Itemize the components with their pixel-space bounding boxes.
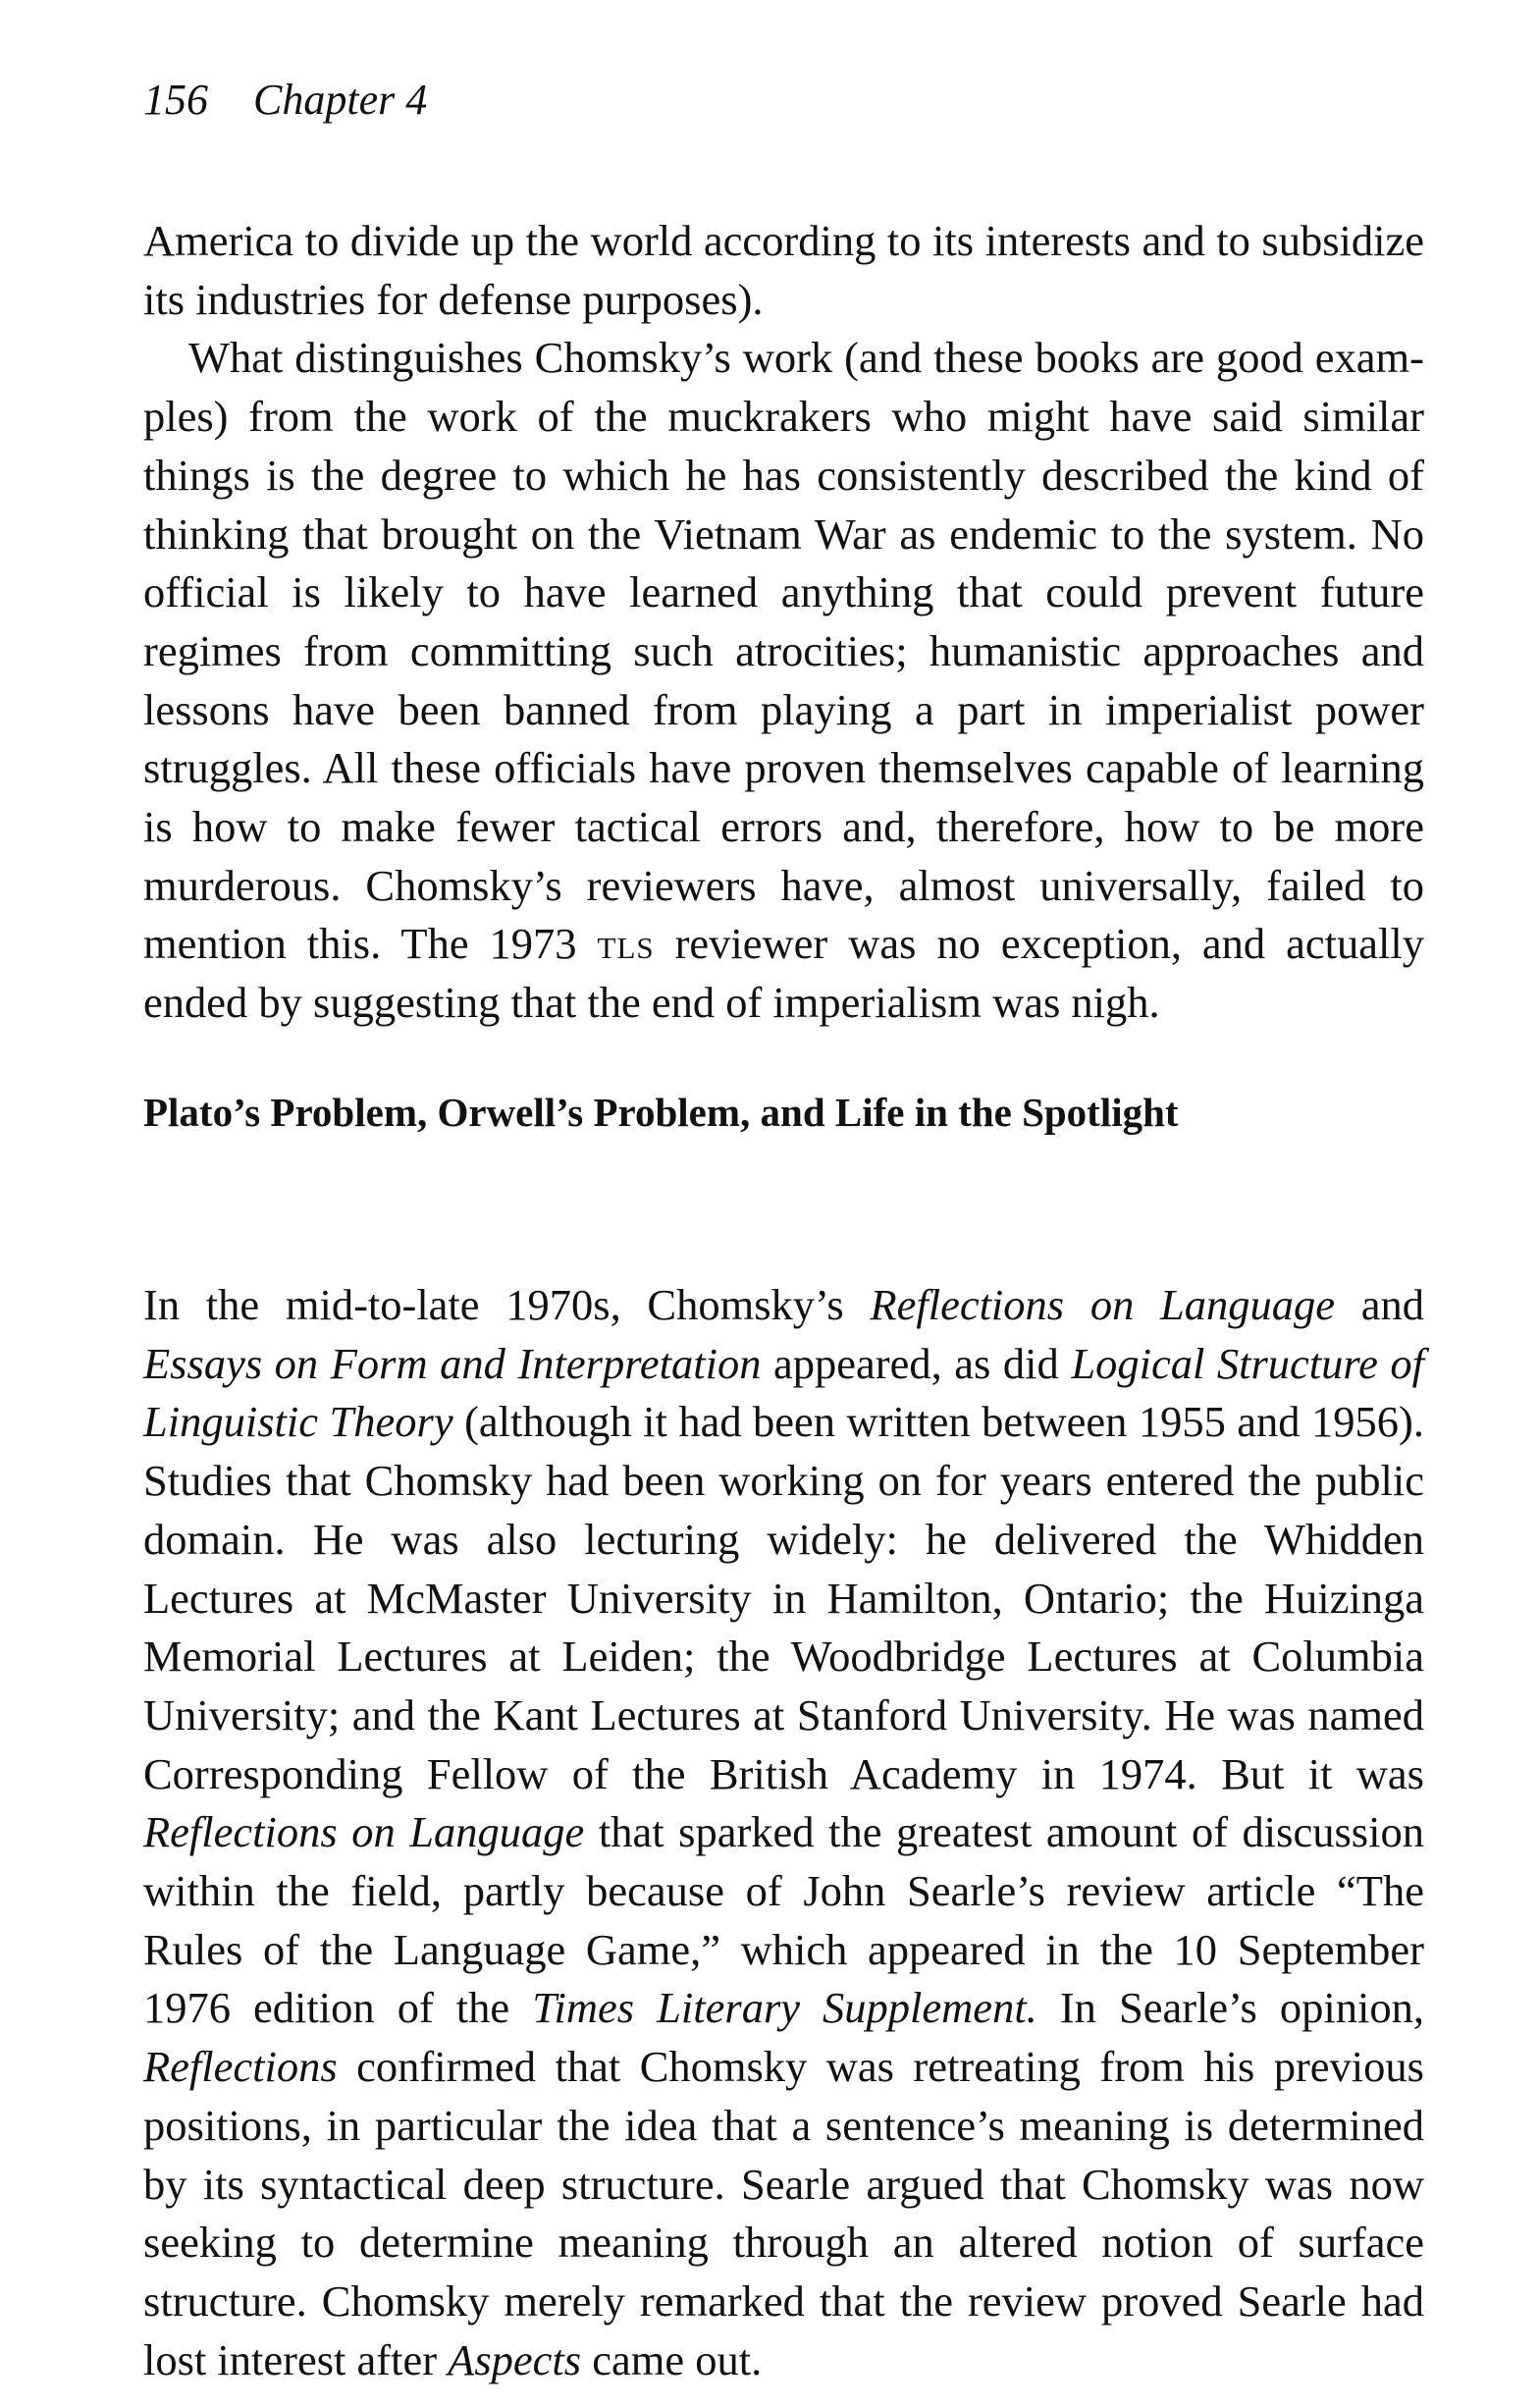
book-title: Aspects: [448, 2334, 582, 2384]
running-head: [143, 76, 428, 124]
paragraph-text: What distinguishes Chomsky’s work (and these books are good examples) from the work of the muckrakers who might have said similar things is the degree to which he has consistently described the kind of thinking that brought on the Vietnam War as endemic to the system. No official is likely to have learned anything that could prevent future regimes from committing such atrocities; humanistic approaches and lessons have been banned from playing a part in imperialist power struggles. All these officials have proven themselves capable of learning is how to make fewer tactical errors and, therefore, how to be more murderous. Chomsky’s reviewers have, almost universally, failed to mention this. The 1973: [143, 333, 1424, 969]
abbreviation-tls: tls: [597, 919, 655, 969]
paragraph-text: In the mid-to-late 1970s, Chomsky’s: [143, 1280, 871, 1329]
paragraph-text: came out.: [581, 2334, 763, 2384]
paragraph-chomsky-work: [143, 329, 1424, 1032]
paragraph-reflections: [143, 1276, 1424, 2389]
paragraph-text: reviewer was no exception, and actually ended by suggesting that the end of imperialism was nigh.: [143, 919, 1424, 1028]
paragraph-continuation: America to divide up the world according to its interests and to subsidize its industries for defense purposes).: [143, 216, 1424, 324]
publication-title: Times Literary Supplement.: [532, 1983, 1037, 2033]
paragraph-text: that sparked the greatest amount of discussion within the field, partly because of John Searle’s review article “The Rules of the Language Game,” which appeared in the 10 September 1976 edition of the: [143, 1807, 1424, 2033]
paragraph-text: appeared, as did: [761, 1338, 1072, 1388]
section-heading: Plato’s Problem, Orwell’s Problem, and Life in the Spotlight: [143, 1090, 1179, 1135]
book-title: Reflections on Language: [143, 1807, 585, 1857]
book-title: Reflections on Language: [870, 1280, 1336, 1329]
text-block-section: [143, 1276, 1424, 2389]
text-block-opening: [143, 212, 1424, 1033]
paragraph-text: In Searle’s opinion,: [1036, 1983, 1425, 2033]
paragraph-text: and: [1335, 1280, 1424, 1329]
chapter-title: Chapter 4: [253, 76, 428, 124]
book-title: Essays on Form and Interpretation: [143, 1338, 762, 1388]
book-title: Reflections: [143, 2042, 338, 2092]
paragraph-text: (although it had been written between 1955 and 1956). Studies that Chomsky had been working on for years entered the public domain. He was also lecturing widely: he delivered the Whidden Lectures at McMaster University in Hamilton, Ontario; the Huizinga Memorial Lectures at Leiden; the Woodbridge Lectures at Columbia University; and the Kant Lectures at Stanford University. He was named Corresponding Fellow of the British Academy in 1974. But it was: [143, 1397, 1424, 1798]
paragraph-text: confirmed that Chomsky was retreating from his previous positions, in particular the idea that a sentence’s meaning is determined by its syntactical deep structure. Searle argued that Chomsky was now seeking to determine meaning through an altered notion of surface structure. Chomsky merely remarked that the review proved Searle had lost interest after: [143, 2042, 1424, 2384]
page-number: 156: [143, 76, 208, 124]
book-title: Logical Structure of Linguistic Theory: [143, 1338, 1424, 1447]
